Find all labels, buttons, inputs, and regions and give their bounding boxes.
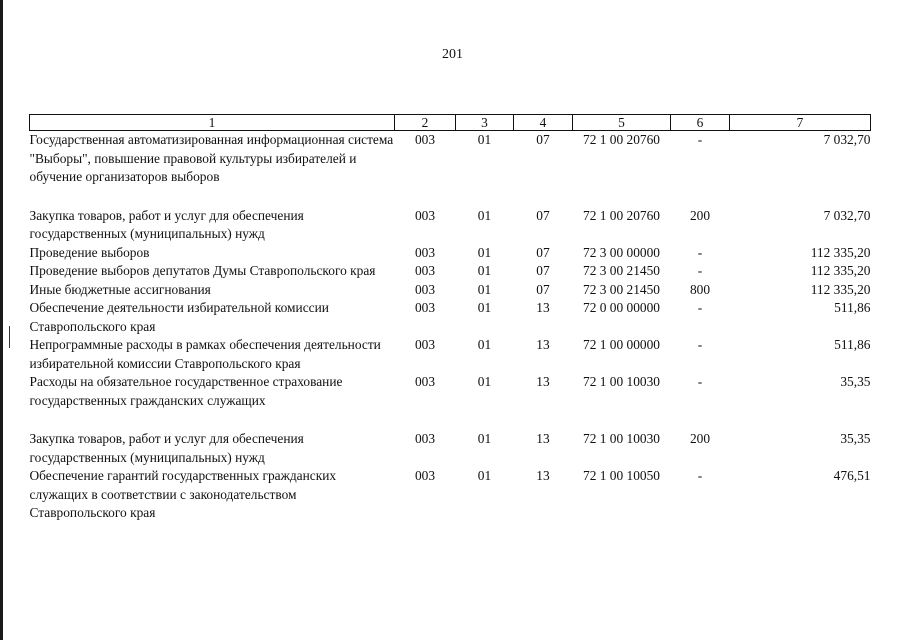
row-target-code: 72 0 00 00000 [583,300,660,315]
row-section-code: 01 [477,431,492,446]
row-expense-type: 200 [689,431,711,446]
row-amount: 35,35 [840,374,871,389]
row-subsection-code: 07 [536,263,550,278]
table-row [30,262,871,281]
row-target-code: 72 1 00 20760 [583,207,660,223]
row-target-code: 72 3 00 21450 [583,281,660,297]
row-subsection-code: 07 [536,281,550,297]
row-name: Обеспечение деятельности избирательной комиссии Ставропольского края [29,300,329,334]
column-header: 3 [456,115,514,131]
row-subsection-code: 07 [536,244,550,260]
column-header: 4 [514,115,573,131]
row-expense-type: - [697,374,703,389]
column-header: 5 [573,115,671,131]
column-header: 2 [395,115,456,131]
row-amount: 112 335,20 [810,263,871,278]
row-amount: 112 335,20 [810,244,871,260]
row-expense-type: - [697,244,703,260]
row-section-code: 01 [477,374,492,389]
row-spacer [30,410,871,430]
row-target-code: 72 1 00 10050 [583,468,660,483]
row-amount: 511,86 [834,300,871,315]
table-row [30,131,871,187]
row-target-code: 72 1 00 10030 [583,431,660,446]
table-row [30,207,871,244]
row-amount: 476,51 [833,468,871,483]
row-ministry-code: 003 [414,431,436,446]
row-name: Закупка товаров, работ и услуг для обеспечения государственных (муниципальных) нужд [29,207,304,241]
row-name: Иные бюджетные ассигнования [29,281,211,297]
row-amount: 511,86 [834,337,871,352]
column-header: 1 [30,115,395,131]
row-ministry-code: 003 [414,244,436,260]
row-ministry-code: 003 [414,337,436,352]
row-name: Закупка товаров, работ и услуг для обеспечения государственных (муниципальных) нужд [29,431,304,465]
row-section-code: 01 [477,337,492,352]
row-target-code: 72 1 00 00000 [583,337,660,352]
row-subsection-code: 13 [536,300,550,315]
row-section-code: 01 [477,281,492,297]
row-expense-type: - [697,132,703,147]
row-name: Обеспечение гарантий государственных гражданских служащих в соответствии с законодательством Ставропольского края [29,468,337,520]
table-row [30,299,871,336]
row-target-code: 72 3 00 21450 [583,263,660,278]
row-expense-type: - [697,468,703,483]
scan-edge [0,0,3,640]
table-row [30,430,871,467]
row-ministry-code: 003 [414,468,436,483]
table-row [30,373,871,410]
row-name: Проведение выборов депутатов Думы Ставропольского края [29,263,376,278]
row-name: Непрограммные расходы в рамках обеспечения деятельности избирательной комиссии Ставропольского края [29,337,381,371]
row-subsection-code: 07 [536,207,550,223]
page-number: 201 [442,47,463,62]
row-ministry-code: 003 [414,374,436,389]
row-name: Проведение выборов [29,244,150,260]
row-name: Государственная автоматизированная информационная система "Выборы", повышение правовой культуры избирателей и обучение организаторов выборов [29,132,394,184]
row-target-code: 72 3 00 00000 [583,244,660,260]
row-subsection-code: 13 [536,337,550,352]
row-section-code: 01 [477,468,492,483]
row-section-code: 01 [477,244,492,260]
row-section-code: 01 [477,263,492,278]
row-expense-type: - [697,263,703,278]
row-amount: 35,35 [840,431,871,446]
row-subsection-code: 07 [536,132,550,147]
row-target-code: 72 1 00 10030 [583,374,660,389]
row-ministry-code: 003 [414,132,436,147]
scan-edge-mark [9,326,10,348]
row-section-code: 01 [477,132,492,147]
table-row [30,336,871,373]
row-name: Расходы на обязательное государственное страхование государственных гражданских служащих [29,374,343,408]
row-expense-type: - [697,300,703,315]
row-amount: 7 032,70 [823,132,871,147]
row-amount: 7 032,70 [823,207,871,223]
row-ministry-code: 003 [414,281,436,297]
table-header-row [30,115,871,131]
table-row [30,244,871,263]
row-expense-type: - [697,337,703,352]
row-amount: 112 335,20 [810,281,871,297]
row-target-code: 72 1 00 20760 [583,132,660,147]
row-expense-type: 200 [689,207,711,223]
row-ministry-code: 003 [414,263,436,278]
column-header: 6 [671,115,730,131]
table-row [30,467,871,523]
row-section-code: 01 [477,207,492,223]
row-subsection-code: 13 [536,431,550,446]
row-section-code: 01 [477,300,492,315]
row-subsection-code: 13 [536,374,550,389]
row-expense-type: 800 [689,281,711,297]
row-spacer [30,187,871,207]
budget-table [29,114,871,523]
row-ministry-code: 003 [414,207,436,223]
table-row [30,281,871,300]
row-subsection-code: 13 [536,468,550,483]
row-ministry-code: 003 [414,300,436,315]
column-header: 7 [730,115,871,131]
